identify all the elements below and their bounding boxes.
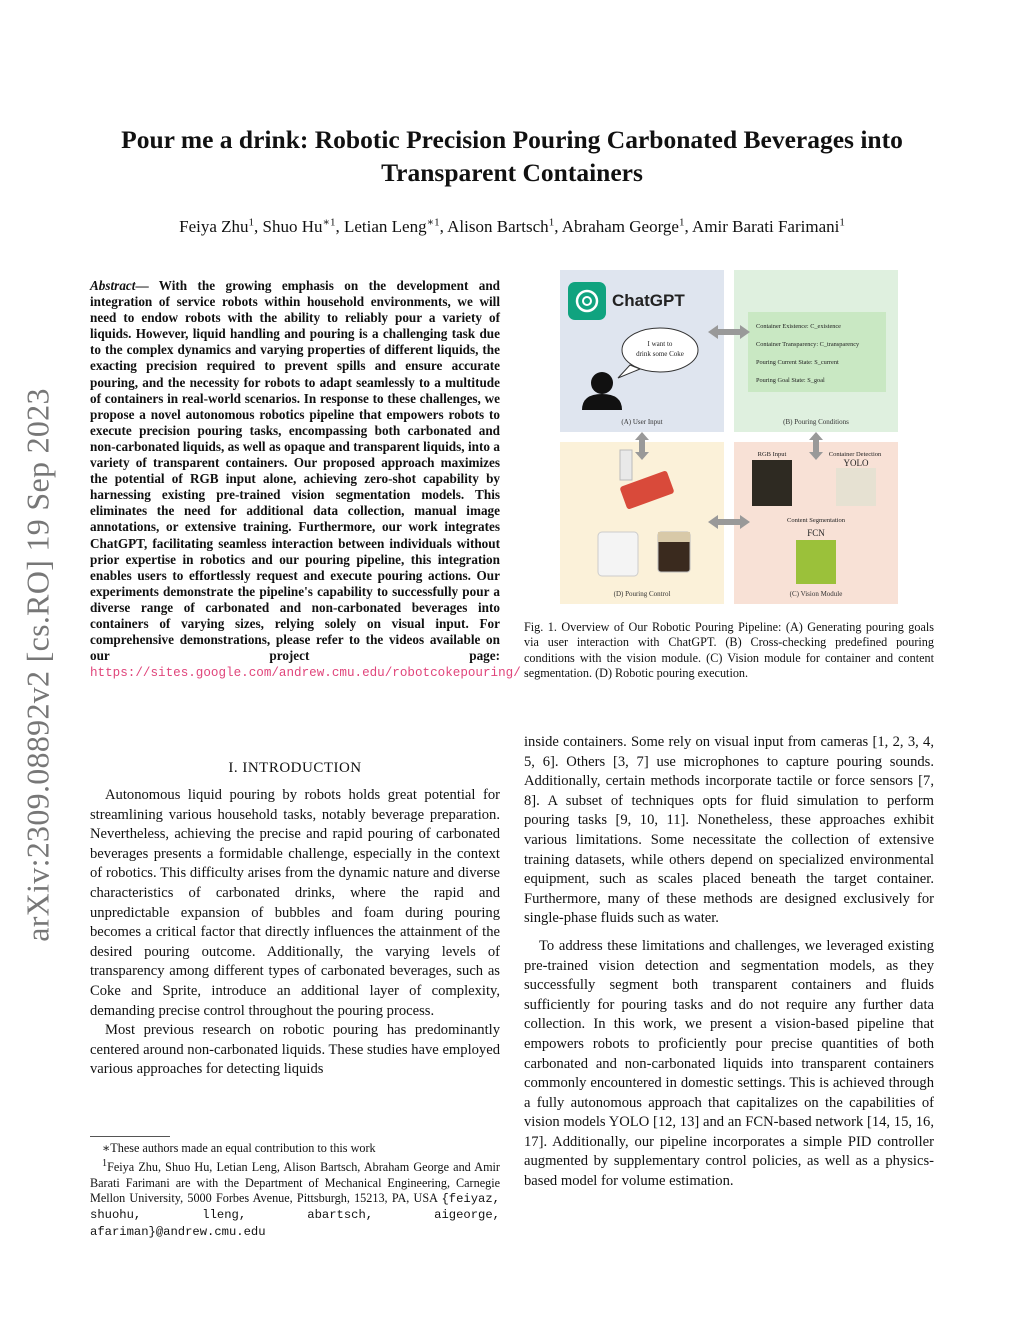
author: Abraham George$^1$, [561, 216, 693, 236]
abstract-label: Abstract [90, 278, 136, 293]
abstract-text: With the growing emphasis on the development and integration of service robots within household environments, we will need to endow robots with the ability to reliably pour a variety of liquids. However, liquid handling and pouring is a challenging task due to the complex dynamics and varying properties of different liquids, the exacting precision required to prevent spills and ensure accurate pouring, and the necessity for robots to adapt seamlessly to a multitude of containers in real-world scenarios. In response to these challenges, we propose a novel autonomous robotics pipeline that empowers robots to execute precision pouring tasks, encompassing both carbonated and non-carbonated liquids, as well as opaque and transparent liquids, into a variety of transparent containers. Our proposed approach maximizes the potential of RGB input alone, achieving zero-shot capability by harnessing existing pre-trained vision segmentation models. This eliminates the need for additional data collection, manual image annotations, or extensive training. Furthermore, our work integrates ChatGPT, facilitating seamless interaction between individuals without prior expertise in robotics and our pouring pipeline, this integration enables users to effortlessly request and execute pouring actions. Our experiments demonstrate the pipeline's capability to successfully pour a diverse range of carbonated and non-carbonated beverages into containers of varying sizes, relying solely on visual input. For comprehensive demonstrations, please refer to the videos available on our project page: [90, 278, 500, 664]
project-page-link[interactable]: https://sites.google.com/andrew.cmu.edu/robotcokepouring/ [90, 666, 521, 681]
rgb-input-image [752, 460, 792, 506]
bubble-text-line-1: I want to [647, 340, 673, 348]
arxiv-side-label: arXiv:2309.08892v2 [cs.RO] 19 Sep 2023 [19, 388, 56, 942]
right-paragraph-2: To address these limitations and challenges, we leveraged existing pre-trained vision detection and segmentation models, as they successfully segment both transparent containers and fluids sufficiently for pouring tasks and do not require any further data collection. In this work, we present a vision-based pipeline that empowers robots to proficiently pour precise quantities of both carbonated and non-carbonated liquids into transparent containers commonly encountered in domestic settings. This is achieved through a fully autonomous approach that capitalizes on the capabilities of vision models YOLO [12, 13] and an FCN-based network [14, 15, 16, 17]. Additionally, our pipeline incorporates a simple PID controller augmented by supplementary control policies, as well as a physics-based model for volume estimation. [524, 937, 934, 1190]
container-detection-label: Container Detection [828, 451, 882, 458]
title-line-2: Transparent Containers [381, 158, 643, 187]
yolo-label: YOLO [843, 458, 869, 468]
robot-arm [620, 450, 632, 480]
condition-goal-state: Pouring Goal State: S_goal [756, 377, 825, 384]
paper-title [60, 123, 964, 189]
author: Shuo $Hu^{∗1}$, [262, 216, 344, 236]
author: Alison Bartsch$^1$, [447, 216, 562, 236]
chatgpt-label: ChatGPT [612, 291, 685, 310]
condition-current-state: Pouring Current State: S_current [756, 359, 839, 366]
footnote-equal-contribution: ∗These authors made an equal contribution to this work [102, 1141, 376, 1155]
footnotes [90, 1141, 500, 1240]
white-container [598, 532, 638, 576]
panel-d-label: (D) Pouring Control [613, 590, 671, 598]
intro-paragraph-2: Most previous research on robotic pouring has predominantly centered around non-carbonated liquids. These studies have employed various approaches for detecting liquids [90, 1022, 500, 1078]
right-column-text [524, 733, 934, 1192]
panel-d-background [560, 442, 724, 604]
chatgpt-logo-icon [568, 282, 606, 320]
footnote-affiliation: $^1$Feiya Zhu, Shuo Hu, Letian Leng, Alison Bartsch, Abraham George and Amir Barati Farimani are with the Department of Mechanical Engineering, Carnegie Mellon University, 5000 Forbes Avenue, Pittsburgh, 15213, PA, USA {feiyaz, shuohu, lleng, abartsch, aigeorge, afariman}@andrew.cmu.edu [90, 1158, 500, 1239]
abstract: Abstract— With the growing emphasis on the development and integration of service robots within household environments, we will need to endow robots with the ability to reliably pour a variety of liquids. However, liquid handling and pouring is a challenging task due to the complex dynamics and varying properties of different liquids, the exacting precision required to prevent spills and ensure accurate pouring, and the necessity for robots to adapt seamlessly to a multitude of containers in real-world scenarios. In response to these challenges, we propose a novel autonomous robotics pipeline that empowers robots to execute precision pouring tasks, encompassing both carbonated and non-carbonated liquids, as well as opaque and transparent liquids, into a variety of transparent containers. Our proposed approach maximizes the potential of RGB input alone, achieving zero-shot capability by harnessing existing pre-trained vision segmentation models. This eliminates the need for additional data collection, manual image annotations, or extensive training. Furthermore, our work integrates ChatGPT, facilitating seamless interaction between individuals without prior expertise in robotics and our pouring pipeline, this integration enables users to effortlessly request and execute pouring actions. Our experiments demonstrate the pipeline's capability to successfully pour a diverse range of carbonated and non-carbonated beverages into containers of varying sizes, relying solely on visual input. For comprehensive demonstrations, please refer to the videos available on our project page: https://sites.google.com/andrew.cmu.edu/robotcokepouring/ [90, 278, 521, 681]
panel-c-label: (C) Vision Module [789, 590, 843, 598]
author-emails: {feiyaz, shuohu, lleng, abartsch, aigeorge, afariman}@andrew.cmu.edu [90, 1191, 500, 1239]
figure-caption: Fig. 1. Overview of Our Robotic Pouring Pipeline: (A) Generating pouring goals via user interaction with ChatGPT. (B) Cross-checking predefined pouring conditions with the vision module. (C) Vision module for container and content segmentation. (D) Robotic pouring execution. [524, 620, 934, 681]
intro-paragraph-1: Autonomous liquid pouring by robots holds great potential for streamlining various household tasks, notably beverage preparation. Nevertheless, achieving the precise and rapid pouring of carbonated beverages presents a formidable challenge, especially in the context of robotics. This difficulty arises from the dynamic nature and diverse characteristics of carbonated drinks, where the rapid and unpredictable expansion of bubbles and foam during pouring becomes a critical factor that directly influences the attainment of the desired pouring outcome. Additionally, the varying levels of transparency among different types of carbonated beverages, such as Coke and Sprite, introduce an additional layer of complexity, demanding precise control throughout the pouring process. [90, 787, 500, 1019]
introduction-text [90, 786, 500, 1080]
right-paragraph-1: inside containers. Some rely on visual input from cameras [1, 2, 3, 4, 5, 6]. Others [3, 7] use microphones to capture pouring sounds. Additionally, certain methods incorporate tactile or force sensors [7, 8]. A subset of techniques opts for fluid simulation to perform pouring tasks [9, 10, 11]. Nonetheless, these approaches exhibit various limitations. Some necessitate the collection of extensive training datasets, while others depend on specialized environmental equipment, such as scales placed beneath the target container. Furthermore, many of these methods are designed exclusively for single-phase fluids such as water. [524, 734, 934, 927]
footnote-rule [90, 1136, 170, 1137]
condition-existence: Container Existence: C_existence [756, 323, 841, 330]
panel-a-label: (A) User Input [621, 418, 663, 426]
bubble-text-line-2: drink some Coke [636, 350, 684, 358]
panel-b-label: (B) Pouring Conditions [783, 418, 849, 426]
author: Feiya Zhu$^1$, [179, 216, 263, 236]
title-line-1: Pour me a drink: Robotic Precision Pouring Carbonated Beverages into [121, 125, 903, 154]
author: Amir Barati Farimani$^1$ [692, 216, 845, 236]
author-list [60, 215, 964, 237]
rgb-input-label: RGB Input [757, 451, 787, 458]
figure-1-pipeline [560, 270, 898, 604]
fcn-label: FCN [807, 528, 825, 538]
content-segmentation-label: Content Segmentation [787, 517, 845, 524]
detection-image [836, 468, 876, 506]
author: Letian Leng$^{∗1}$, [344, 216, 448, 236]
condition-transparency: Container Transparency: C_transparency [756, 341, 860, 348]
section-heading-introduction: I. INTRODUCTION [228, 760, 362, 776]
segmentation-image [796, 540, 836, 584]
